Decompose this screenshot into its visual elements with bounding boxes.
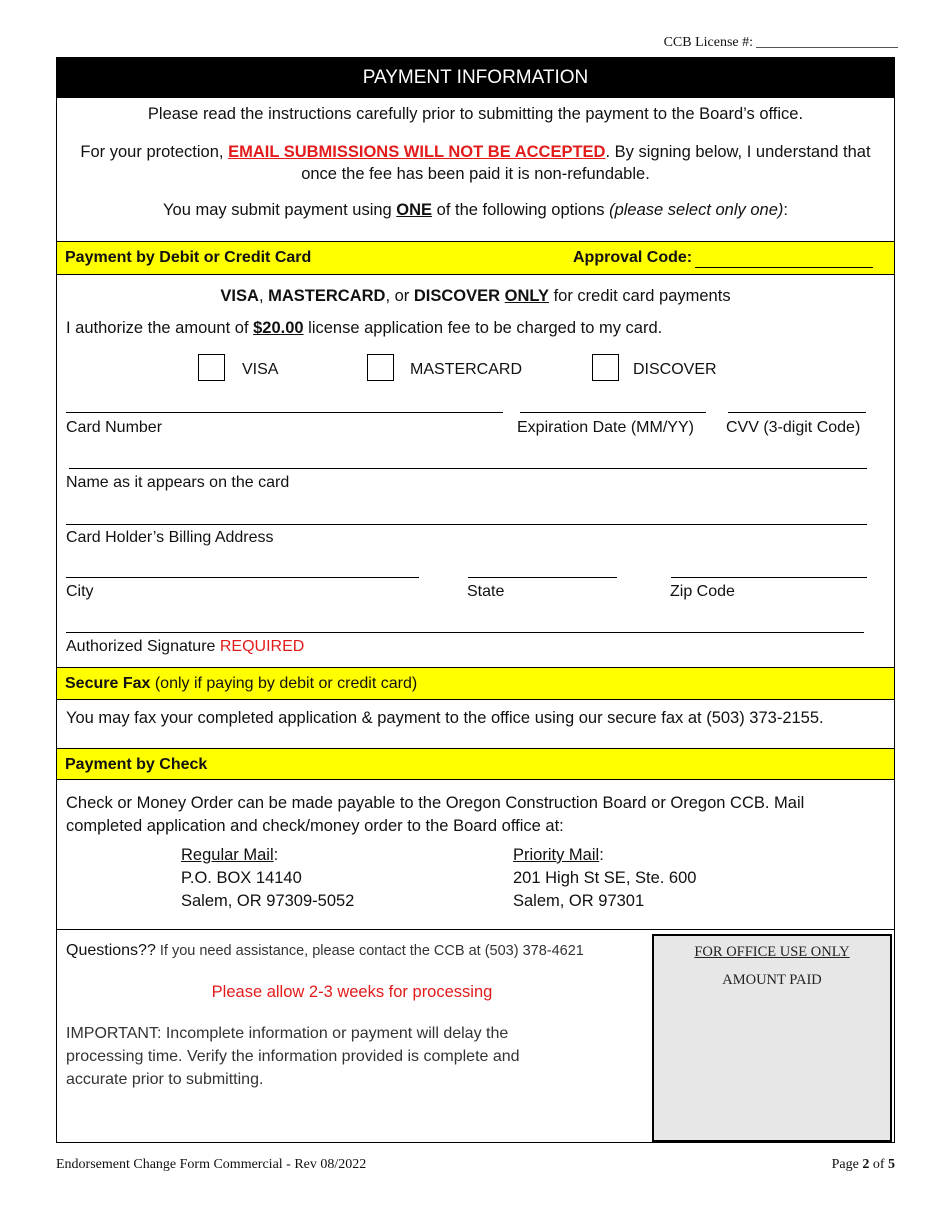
license-number-line — [664, 34, 898, 51]
fee-amount: $20.00 — [253, 319, 304, 337]
authorize-text: I authorize the amount of — [66, 319, 254, 337]
signature-required: REQUIRED — [219, 638, 305, 655]
priority-mail-line2: Salem, OR 97301 — [513, 892, 645, 910]
expiration-date-label: Expiration Date (MM/YY) — [517, 419, 694, 436]
fax-section-header — [57, 667, 894, 700]
check-instructions-line1: Check or Money Order can be made payable to the Oregon Construction Board or Oregon CCB. Mail — [66, 794, 805, 812]
mastercard-checkbox-label: MASTERCARD — [410, 361, 523, 378]
email-warning: EMAIL SUBMISSIONS WILL NOT BE ACCEPTED — [228, 143, 606, 161]
questions-block — [66, 941, 584, 961]
card-section-header — [57, 241, 894, 275]
check-instructions-line2: completed application and check/money order to the Board office at: — [66, 817, 564, 835]
visa-checkbox-label: VISA — [242, 361, 279, 378]
brand-only: ONLY — [504, 287, 549, 305]
protection-text: For your protection, — [80, 143, 229, 161]
amount-paid-label: AMOUNT PAID — [722, 972, 822, 988]
brand-sep: , or — [385, 287, 414, 305]
intro-protection — [57, 141, 894, 185]
page-title: PAYMENT INFORMATION — [57, 58, 894, 98]
signature-field[interactable] — [66, 632, 864, 633]
page-label: Page — [831, 1157, 863, 1172]
questions-title: Questions?? — [66, 942, 156, 959]
office-use-box — [652, 934, 892, 1142]
priority-mail-colon: : — [599, 846, 604, 864]
fax-instructions: You may fax your completed application & payment to the office using our secure fax at (503) 373-2155. — [66, 709, 824, 727]
state-field[interactable] — [468, 577, 617, 578]
brand-sep: , — [258, 287, 269, 305]
city-label: City — [66, 583, 94, 600]
footer-page-number — [832, 1157, 895, 1173]
approval-code-field[interactable] — [695, 267, 873, 268]
options-colon: : — [783, 201, 788, 219]
cvv-field[interactable] — [728, 412, 866, 413]
important-notice — [66, 1022, 520, 1091]
license-label: CCB License #: — [663, 35, 753, 50]
page-of: of — [869, 1157, 888, 1172]
priority-mail-line1: 201 High St SE, Ste. 600 — [513, 869, 697, 887]
section-divider — [57, 929, 894, 930]
footer-form-revision: Endorsement Change Form Commercial - Rev 08/2022 — [56, 1157, 367, 1172]
billing-address-label: Card Holder’s Billing Address — [66, 529, 274, 546]
cardholder-name-label: Name as it appears on the card — [66, 474, 290, 491]
office-use-title: FOR OFFICE USE ONLY — [694, 944, 850, 960]
card-section-title: Payment by Debit or Credit Card — [65, 249, 312, 266]
page-total: 5 — [888, 1157, 895, 1172]
protection-text-line2: once the fee has been paid it is non-refundable. — [301, 165, 650, 183]
priority-mail-address — [513, 844, 696, 913]
regular-mail-line2: Salem, OR 97309-5052 — [181, 892, 355, 910]
important-line1: IMPORTANT: Incomplete information or payment will delay the — [66, 1025, 509, 1042]
regular-mail-colon: : — [273, 846, 279, 864]
brand-visa: VISA — [220, 287, 259, 305]
authorize-statement — [66, 317, 662, 339]
zip-code-field[interactable] — [671, 577, 867, 578]
visa-checkbox[interactable] — [198, 354, 225, 381]
check-section-header — [57, 748, 894, 780]
protection-text-end: . By signing below, I understand that — [605, 143, 871, 161]
check-instructions — [66, 792, 804, 838]
options-one: ONE — [396, 201, 433, 219]
options-text: You may submit payment using — [163, 201, 397, 219]
processing-notice: Please allow 2-3 weeks for processing — [211, 983, 493, 1001]
cvv-label: CVV (3-digit Code) — [726, 419, 861, 436]
card-brands-note — [57, 285, 894, 307]
billing-address-field[interactable] — [66, 524, 867, 525]
regular-mail-line1: P.O. BOX 14140 — [181, 869, 302, 887]
expiration-date-field[interactable] — [520, 412, 706, 413]
brand-tail: for credit card payments — [549, 287, 731, 305]
authorize-text-end: license application fee to be charged to my card. — [303, 319, 663, 337]
brand-discover: DISCOVER — [413, 287, 501, 305]
priority-mail-label: Priority Mail — [513, 846, 600, 864]
regular-mail-address — [181, 844, 354, 913]
license-number-field[interactable] — [756, 34, 898, 48]
regular-mail-label: Regular Mail — [181, 846, 274, 864]
fax-section-title: Secure Fax — [65, 675, 151, 692]
discover-checkbox[interactable] — [592, 354, 619, 381]
mastercard-checkbox[interactable] — [367, 354, 394, 381]
approval-code-label: Approval Code: — [573, 249, 693, 266]
signature-label-text: Authorized Signature — [66, 638, 220, 655]
options-text-mid: of the following options — [432, 201, 610, 219]
brand-mastercard: MASTERCARD — [268, 287, 386, 305]
cardholder-name-field[interactable] — [69, 468, 867, 469]
zip-code-label: Zip Code — [670, 583, 735, 600]
important-line3: accurate prior to submitting. — [66, 1071, 264, 1088]
discover-checkbox-label: DISCOVER — [633, 361, 717, 378]
options-italic: (please select only one) — [609, 201, 784, 219]
check-section-title: Payment by Check — [65, 756, 208, 773]
card-number-label: Card Number — [66, 419, 163, 436]
intro-instructions: Please read the instructions carefully prior to submitting the payment to the Board’s office. — [147, 105, 804, 123]
signature-label — [66, 637, 304, 657]
card-number-field[interactable] — [66, 412, 503, 413]
important-line2: processing time. Verify the information provided is complete and — [66, 1048, 520, 1065]
state-label: State — [467, 583, 505, 600]
payment-form — [56, 57, 895, 1143]
intro-options — [57, 199, 894, 221]
city-field[interactable] — [66, 577, 419, 578]
questions-contact: If you need assistance, please contact the CCB at (503) 378-4621 — [155, 943, 584, 959]
fax-section-subtitle: (only if paying by debit or credit card) — [150, 675, 418, 692]
page-current: 2 — [862, 1157, 870, 1172]
